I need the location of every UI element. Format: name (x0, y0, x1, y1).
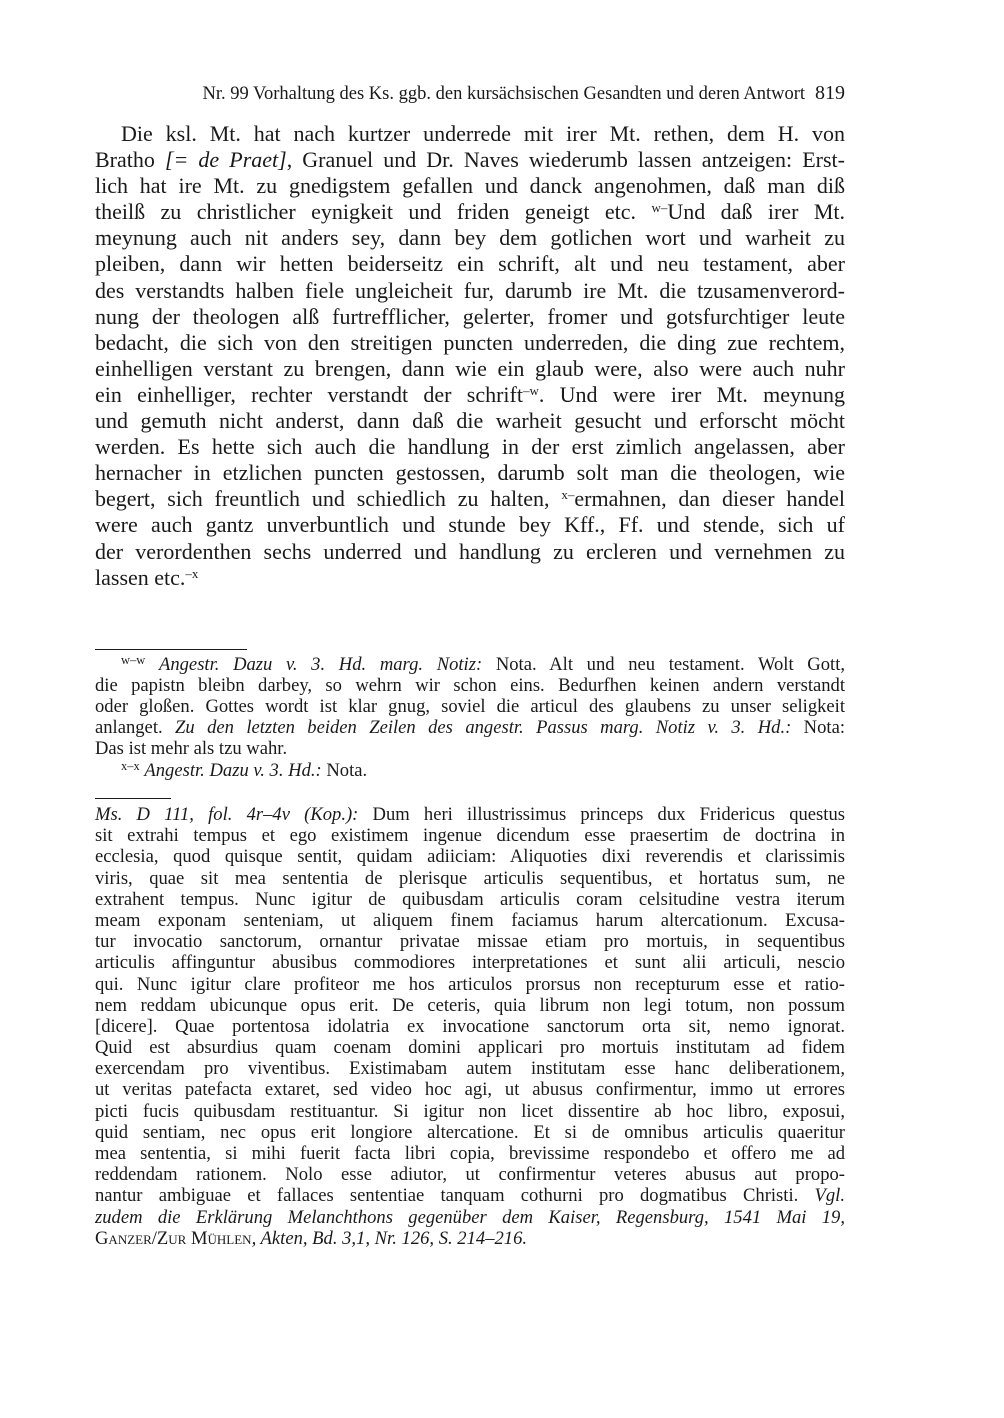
author-smallcaps: Ganzer/Zur Mühlen (95, 1227, 252, 1249)
text-line: pleiben, dann wir hetten beiderseitz ein schrift, alt und neu testament, aber (95, 251, 845, 277)
footnote-x (95, 760, 845, 781)
manuscript-line: exercendam pro viventibus. Existimabam autem institutam esse hanc deliberationem, (95, 1058, 845, 1080)
text-line: bedacht, die sich von den streitigen puncten underreden, die ding zue rechtem, (95, 329, 845, 355)
manuscript-line: nem reddam ubicunque opus erit. De ceteris, quia librum non legi totum, non possum (95, 994, 845, 1016)
running-head (143, 80, 845, 107)
text-line: einhelligen verstant zu brengen, dann wie ein glaub were, also were auch nuhr (95, 355, 845, 381)
manuscript-line: Ganzer/Zur Mühlen, Akten, Bd. 3,1, Nr. 126, S. 214–216. (95, 1227, 528, 1249)
manuscript-line: extrahent tempus. Nunc igitur de quibusdam articulis coram celsitudine vestra iterum (95, 888, 845, 910)
text-line: der verordenthen sechs underred und handlung zu ercleren und vernehmen zu (95, 538, 845, 564)
footnote-line: oder gloßen. Gottes wordt ist klar gnug, soviel die articul des glaubens zu unser seligkeit (95, 696, 845, 717)
footnote-line: $^{x-x}$ Angestr. Dazu v. 3. Hd.: Nota. (121, 759, 368, 781)
footnote-label: x–x (121, 759, 140, 773)
footnote-mark-x-open: x– (561, 487, 575, 503)
manuscript-line: articulis affinguntur abusibus commodiores interpretationes et sunt alii articuli, nescio (95, 952, 845, 974)
manuscript-line: picti fucis quibusdam restituantur. Si igitur non licet dissentire ab hoc libro, exposui, (95, 1100, 845, 1122)
text-line: nung der theologen alß furtrefflicher, gelerter, fromer und gotsfurchtiger leute (95, 303, 845, 329)
footnote-rule (95, 649, 247, 650)
manuscript-line: nantur ambiguae et fallaces sententiae tanquam cothurni pro dogmatibus Christi. Vgl. (95, 1185, 845, 1207)
footnote-line: anlanget. Zu den letzten beiden Zeilen des angestr. Passus marg. Notiz v. 3. Hd.: Nota: (95, 717, 845, 738)
text-line: werden. Es hette sich auch die handlung in der erst zimlich angelassen, aber (95, 434, 845, 460)
footnote-mark-x-close: –x (185, 565, 199, 581)
manuscript-line: qui. Nunc igitur clare profiteor me hos articulos prorsus non recepturum esse et ratio- (95, 973, 845, 995)
manuscript-line: mea sententia, si mihi fuerit facta libri copia, brevissime respondebo et offero me ad (95, 1143, 845, 1164)
text-line: Bratho [= de Praet], Granuel und Dr. Naves wiederumb lassen antzeigen: Erst- (95, 147, 845, 173)
text-line: lich hat ire Mt. zu gnedigstem gefallen und danck angenohmen, daß man diß (95, 173, 845, 199)
manuscript-line: Quid est absurdius quam coenam domini applicari pro mortuis institutam ad fidem (95, 1037, 845, 1059)
footnote-mark-w-close: –w (522, 382, 539, 398)
footnote-line: die papistn bleibn darbey, so wehrn wir schon eins. Bedurfhen keinen andern verstandt (95, 675, 845, 696)
text-line: theilß zu christlicher eynigkeit und friden geneigt etc. $^{w-}$Und daß irer Mt. (95, 199, 845, 225)
manuscript-source: Ms. D 111, fol. 4r–4v (Kop.): (95, 804, 359, 825)
manuscript-note (95, 804, 845, 1249)
text-line: lassen etc.$^{-x}$ (95, 564, 199, 590)
manuscript-line: sit extrahi tempus et ego existimem ingenue dicendum esse praesertim de doctrina in (95, 825, 845, 847)
text-line: ein einhelliger, rechter verstandt der schrift$^{-w}$. Und were irer Mt. meynung (95, 381, 846, 407)
text-line: were auch gantz unverbuntlich und stunde bey Kff., Ff. und stende, sich uf (95, 512, 845, 538)
footnote-line: Das ist mehr als tzu wahr. (95, 738, 288, 759)
text-line: und gemuth nicht anderst, dann daß die warheit gesucht und erforscht möcht (95, 408, 845, 434)
manuscript-line: tur invocatio sanctorum, ornantur privatae missae etiam pro mortuis, in sequentibus (95, 931, 845, 953)
manuscript-line: reddendam rationem. Nolo esse adiutor, ut confirmentur veteres abusus aut propo- (95, 1164, 845, 1186)
footnote-w (95, 654, 845, 759)
manuscript-line: Ms. D 111, fol. 4r–4v (Kop.): Dum heri illustrissimus princeps dux Fridericus questus (95, 804, 845, 825)
manuscript-line: [dicere]. Quae portentosa idolatria ex invocatione sanctorum orta sit, nemo ignorat. (95, 1015, 845, 1037)
manuscript-rule (95, 798, 171, 799)
manuscript-line: zudem die Erklärung Melanchthons gegenüber dem Kaiser, Regensburg, 1541 Mai 19, (95, 1206, 845, 1228)
manuscript-line: ut veritas patefacta extaret, sed video hoc agi, ut abusus confirmentur, immo ut errores (95, 1079, 845, 1101)
text-line: begert, sich freuntlich und schiedlich zu halten, $^{x-}$ermahnen, dan dieser handel (95, 486, 845, 512)
footnote-label: w–w (121, 653, 146, 667)
manuscript-line: meam exponam senteniam, ut aliquem finem faciamus harum altercationum. Excusa- (95, 909, 845, 931)
manuscript-line: viris, quae sit mea sententia de plerisque articulis sequentibus, et hortatus sum, ne (95, 867, 845, 889)
manuscript-line: quid sentiam, nec opus erit longiore altercatione. Et si de omnibus articulis quaeritur (95, 1121, 845, 1143)
editorial-insertion: [= de Praet] (164, 147, 287, 173)
text-line: hernacher in etzlichen puncten gestossen, darumb solt man die theologen, wie (95, 460, 845, 486)
footnote-line: $^{w-w}$ Angestr. Dazu v. 3. Hd. marg. Notiz: Nota. Alt und neu testament. Wolt Gott, (121, 653, 846, 675)
text-line: meynung auch nit anders sey, dann bey dem gotlichen wort und warheit zu (95, 225, 845, 251)
main-paragraph (95, 121, 845, 591)
page-number: 819 (815, 82, 845, 104)
footnote-mark-w-open: w– (651, 200, 668, 216)
text-line: des verstandts halben fiele ungleicheit fur, darumb ire Mt. die tzusamenverord- (95, 277, 845, 303)
running-title: Nr. 99 Vorhaltung des Ks. ggb. den kursächsischen Gesandten und deren Antwort (202, 84, 805, 104)
manuscript-line: ecclesia, quod quisque sentit, quidam adiiciam: Aliquoties dixi reverendis et clarissimis (95, 846, 845, 868)
text-line: Die ksl. Mt. hat nach kurtzer underrede mit irer Mt. rethen, dem H. von (121, 121, 845, 146)
